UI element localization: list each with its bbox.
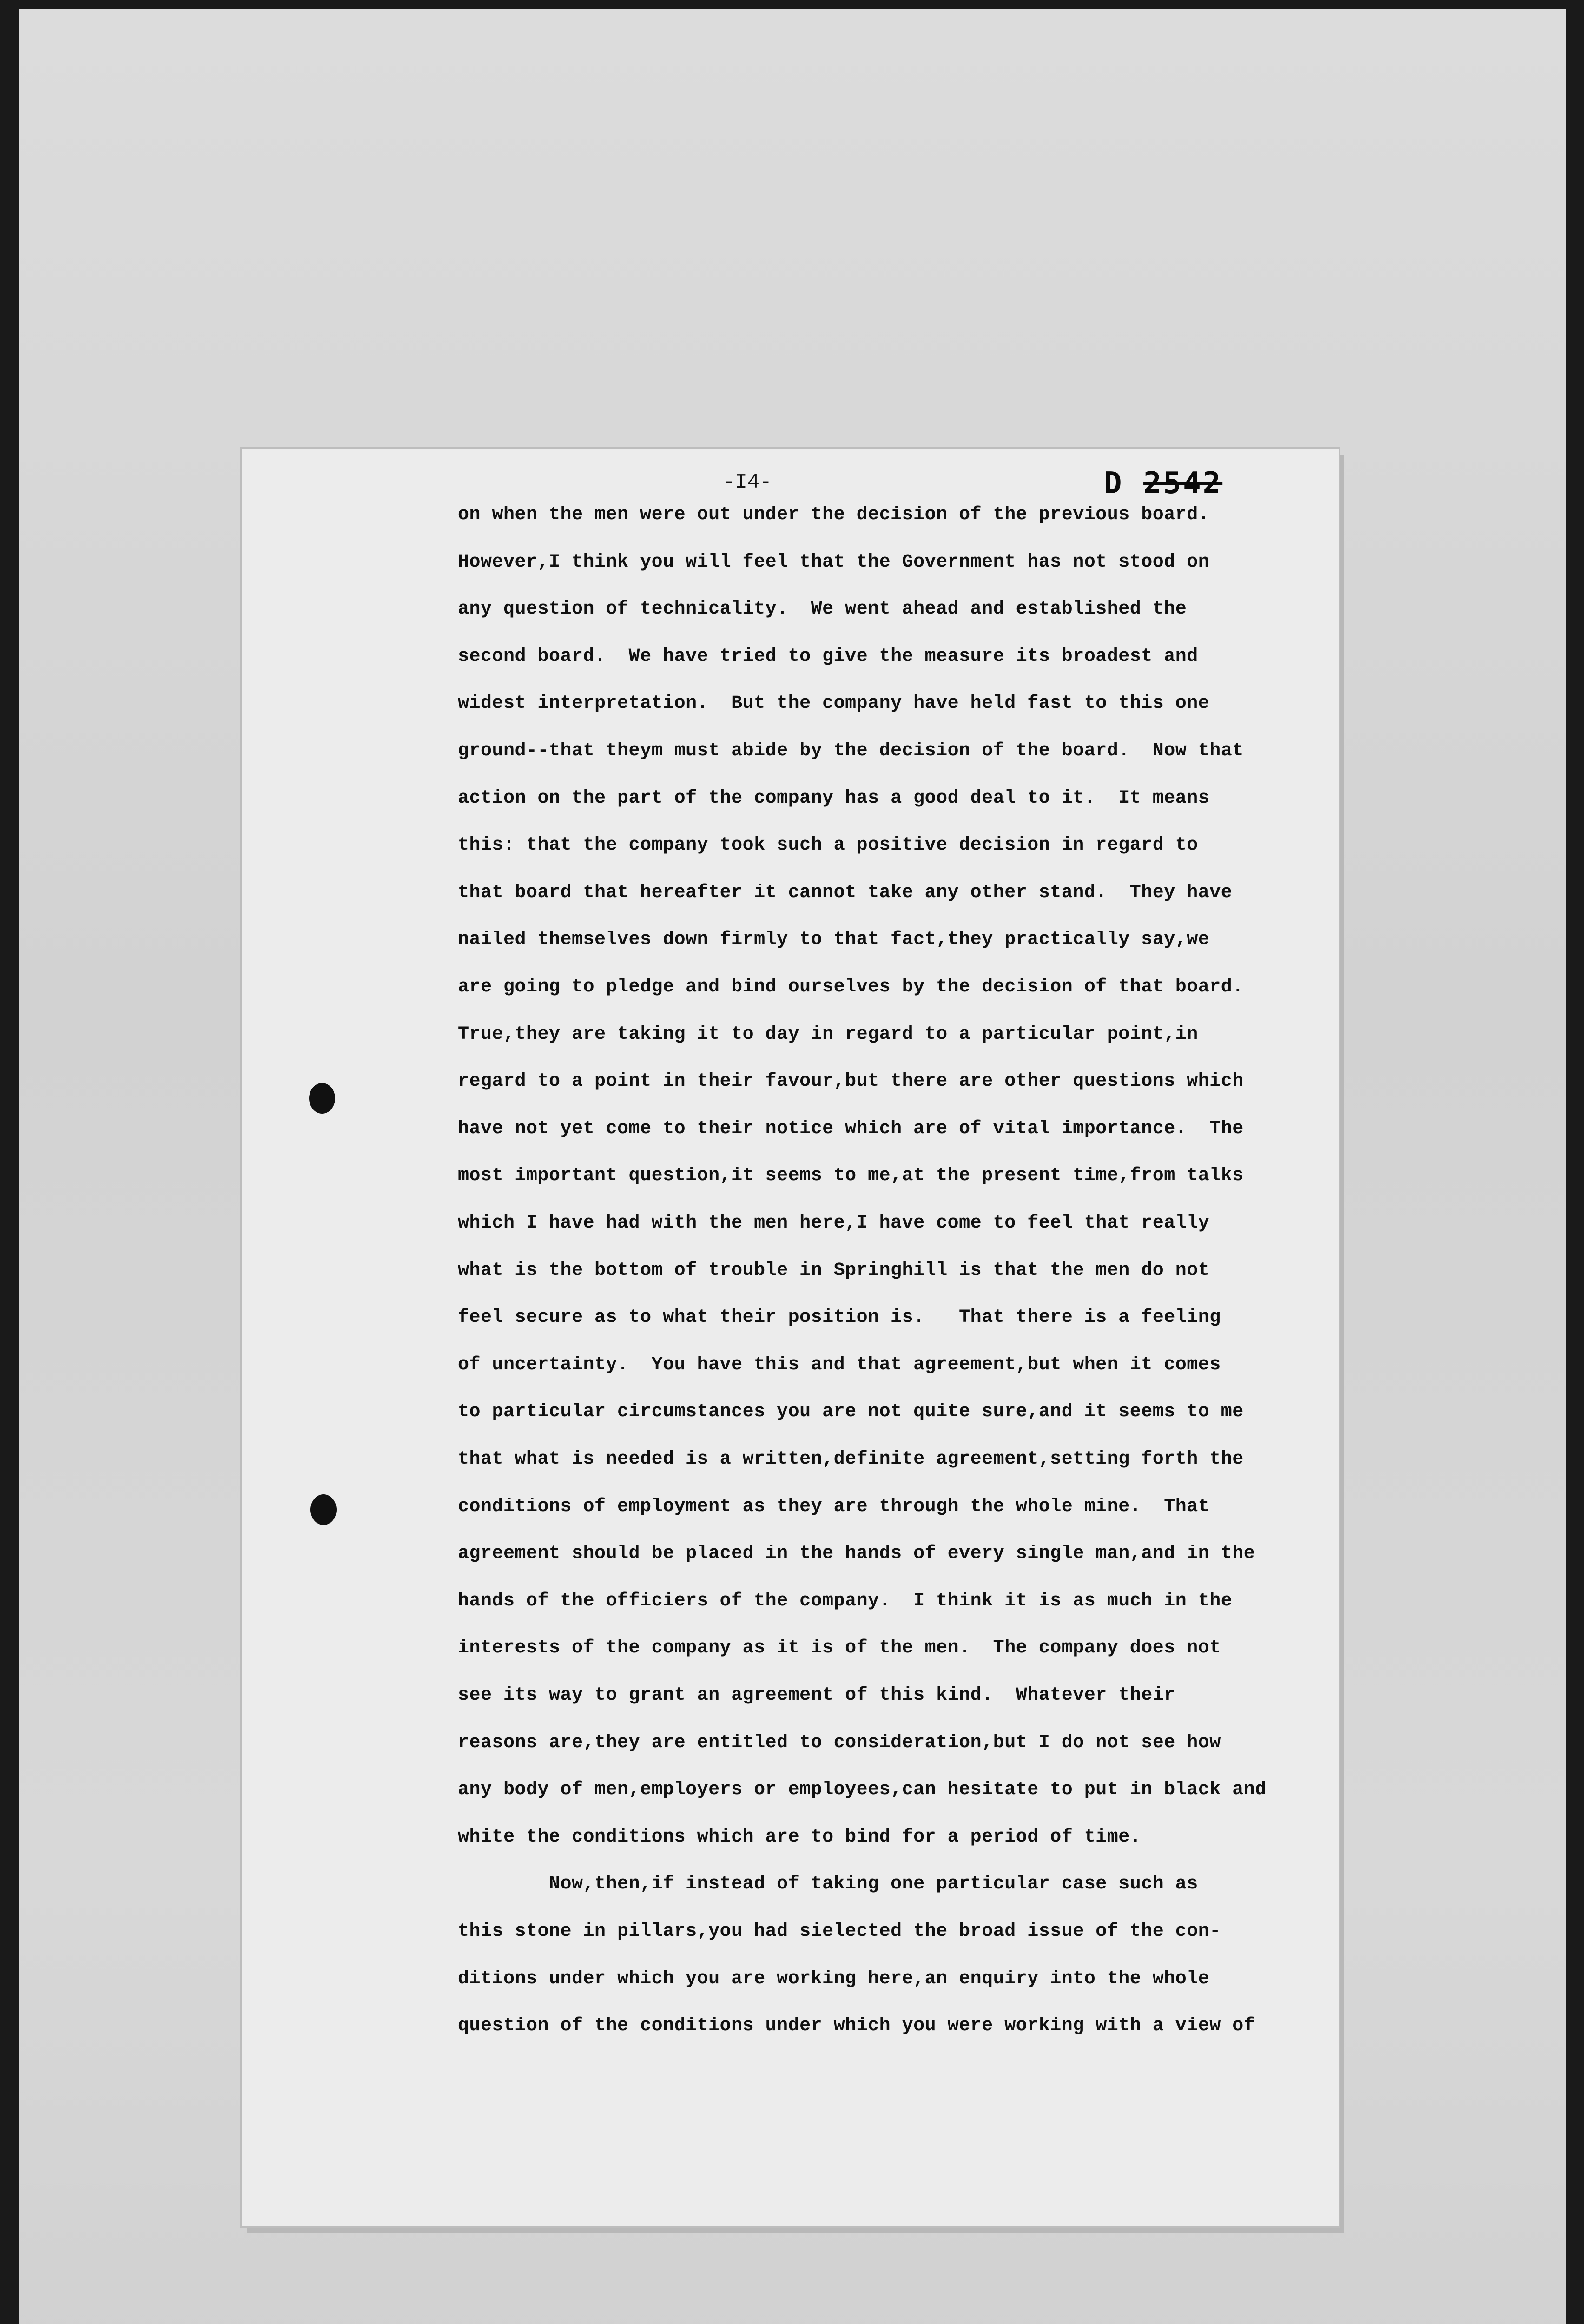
text-line: white the conditions which are to bind for a period of time. xyxy=(458,1826,1142,1848)
text-line: are going to pledge and bind ourselves by the decision of that board. xyxy=(458,977,1244,997)
archive-stamp xyxy=(1104,466,1222,501)
text-line: see its way to grant an agreement of this kind. Whatever their xyxy=(458,1685,1175,1706)
text-line: have not yet come to their notice which are of vital importance. The xyxy=(458,1118,1244,1139)
text-line: conditions of employment as they are through the whole mine. That xyxy=(458,1496,1210,1517)
text-line: on when the men were out under the decision of the previous board. xyxy=(458,504,1210,525)
text-line: this: that the company took such a positive decision in regard to xyxy=(458,835,1198,856)
text-line: action on the part of the company has a good deal to it. It means xyxy=(458,787,1210,809)
text-line: of uncertainty. You have this and that agreement,but when it comes xyxy=(458,1354,1221,1375)
text-line: Now,then,if instead of taking one particular case such as xyxy=(458,1874,1198,1895)
text-line: most important question,it seems to me,at the present time,from talks xyxy=(458,1165,1244,1187)
stamp-number: 2542 xyxy=(1143,466,1223,501)
text-line: to particular circumstances you are not quite sure,and it seems to me xyxy=(458,1401,1244,1423)
text-line: True,they are taking it to day in regard to a particular point,in xyxy=(458,1023,1198,1045)
text-line: feel secure as to what their position is. That there is a feeling xyxy=(458,1307,1221,1328)
text-line: reasons are,they are entitled to consideration,but I do not see how xyxy=(458,1732,1221,1753)
text-line: hands of the officiers of the company. I think it is as much in the xyxy=(458,1590,1233,1611)
text-line: regard to a point in their favour,but there are other questions which xyxy=(458,1071,1244,1092)
text-line: However,I think you will feel that the Government has not stood on xyxy=(458,551,1210,573)
text-line: which I have had with the men here,I have come to feel that really xyxy=(458,1213,1210,1234)
punch-hole-lower xyxy=(310,1494,337,1525)
text-line: ground--that theym must abide by the decision of the board. Now that xyxy=(458,740,1244,761)
text-line: that board that hereafter it cannot take any other stand. They have xyxy=(458,882,1233,903)
text-line: agreement should be placed in the hands of every single man,and in the xyxy=(458,1543,1255,1565)
document-page xyxy=(242,449,1339,2226)
text-line: ditions under which you are working here,an enquiry into the whole xyxy=(458,1968,1210,1989)
text-line: any question of technicality. We went ahead and established the xyxy=(458,599,1187,620)
text-line: nailed themselves down firmly to that fact,they practically say,we xyxy=(458,929,1210,951)
text-line: interests of the company as it is of the men. The company does not xyxy=(458,1637,1221,1659)
text-line: any body of men,employers or employees,can hesitate to put in black and xyxy=(458,1779,1267,1801)
stamp-letter: D xyxy=(1104,466,1124,501)
text-line: this stone in pillars,you had sielected the broad issue of the con- xyxy=(458,1921,1221,1942)
page-number: -I4- xyxy=(723,471,772,494)
punch-hole-upper xyxy=(309,1083,335,1114)
text-line: second board. We have tried to give the measure its broadest and xyxy=(458,646,1198,667)
text-line: question of the conditions under which you were working with a view of xyxy=(458,2015,1255,2037)
text-line: widest interpretation. But the company have held fast to this one xyxy=(458,693,1210,714)
text-line: what is the bottom of trouble in Springhill is that the men do not xyxy=(458,1260,1210,1281)
text-line: that what is needed is a written,definite agreement,setting forth the xyxy=(458,1449,1244,1470)
